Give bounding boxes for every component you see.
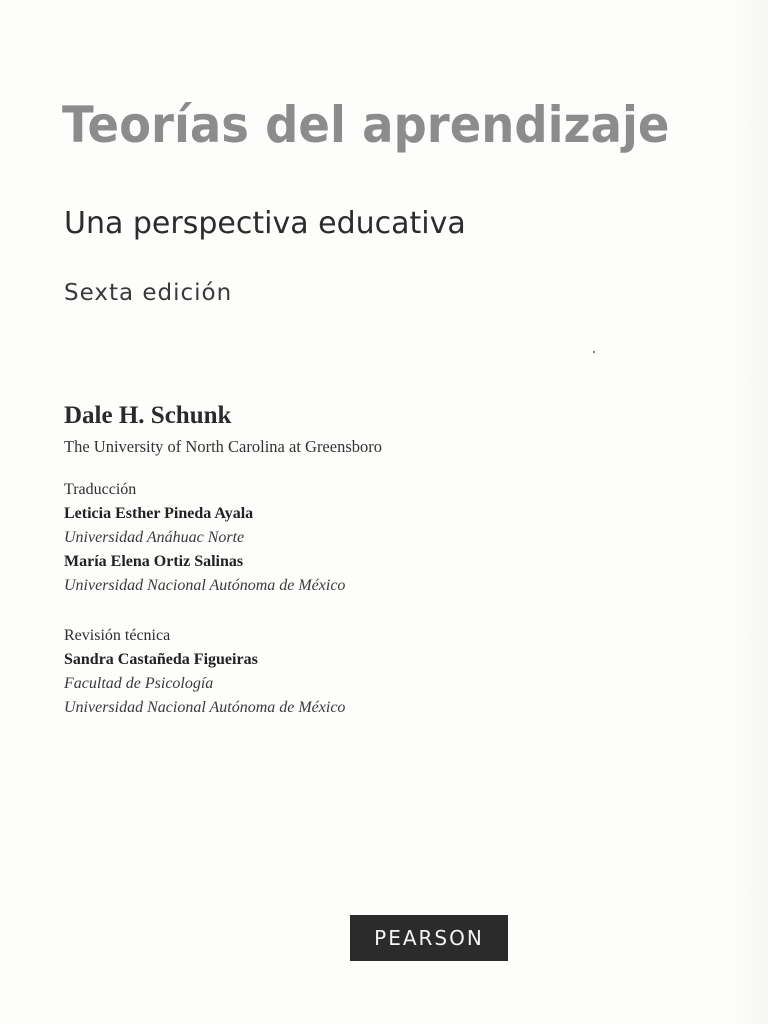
reviewer-institution: Universidad Nacional Autónoma de México (64, 699, 346, 716)
reviewer-department: Facultad de Psicología (64, 675, 214, 692)
book-edition: Sexta edición (64, 280, 233, 306)
translation-heading: Traducción (64, 481, 137, 498)
technical-review-heading: Revisión técnica (64, 627, 171, 644)
translator-name: Leticia Esther Pineda Ayala (64, 505, 254, 522)
book-title: Teorías del aprendizaje (62, 96, 670, 154)
reviewer-name: Sandra Castañeda Figueiras (64, 651, 258, 668)
paper-speck (593, 351, 595, 353)
translator-institution: Universidad Anáhuac Norte (64, 529, 245, 546)
pearson-logo (350, 915, 508, 961)
author-affiliation: The University of North Carolina at Greensboro (64, 437, 382, 456)
translation-credits (64, 478, 345, 598)
book-subtitle: Una perspectiva educativa (64, 206, 466, 241)
technical-review-credits (64, 624, 345, 720)
publisher-logo-text: PEARSON (374, 926, 484, 950)
scan-edge-shadow (728, 0, 768, 1024)
author-name: Dale H. Schunk (64, 402, 232, 429)
translator-name: María Elena Ortiz Salinas (64, 553, 244, 570)
translator-institution: Universidad Nacional Autónoma de México (64, 577, 346, 594)
